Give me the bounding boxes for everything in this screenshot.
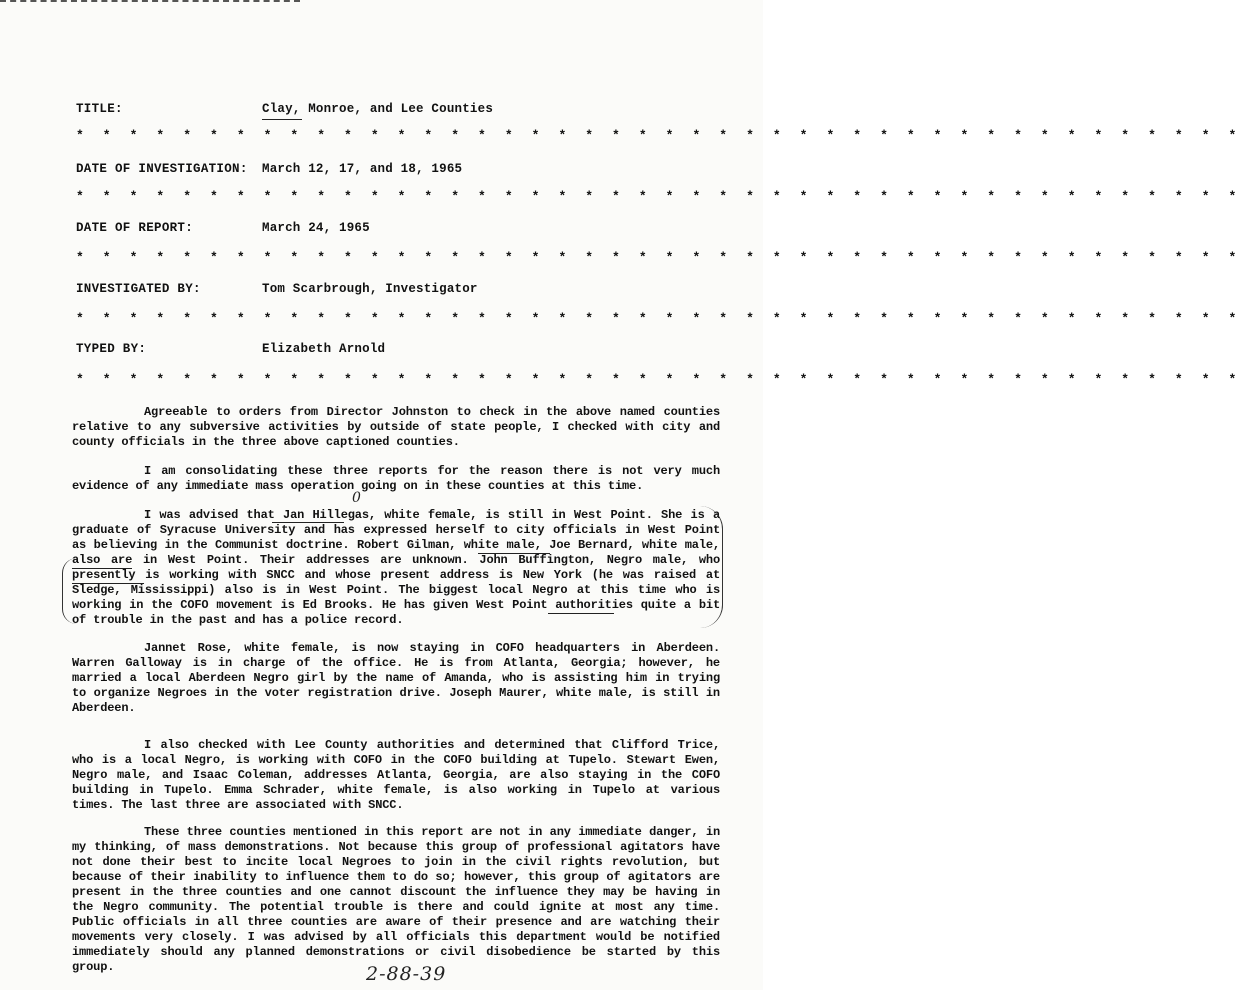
separator-1: * * * * * * * * * * * * * * * * * * * * * * * * * * * * * * * * * * * * * * * * * * * * — [76, 128, 1242, 143]
date-report-label: DATE OF REPORT: — [76, 221, 194, 235]
title-value: Clay, Monroe, and Lee Counties — [262, 102, 494, 116]
typed-by-label: TYPED BY: — [76, 342, 147, 356]
paragraph-1 — [72, 405, 720, 450]
paragraph-6-text: These three counties mentioned in this report are not in any immediate danger, in my thinking, of mass demonstrations. Not because this group of professional agitators have not done their best to incite local Negroes to join in the civil rights revolution, but because of their inability to influence them to do so; however, this group of agitators are present in the three counties and one cannot discount the influence they may be having in the Negro community. The potential trouble is there and could ignite at most any time. Public officials in all three counties are aware of their presence and are watching their movements very closely. I was advised by all officials this department would be notified immediately should any planned demonstrations or civil disobedience be started by this group. — [72, 825, 720, 974]
paragraph-2 — [72, 464, 720, 494]
paragraph-5-text: I also checked with Lee County authorities and determined that Clifford Trice, who is a local Negro, is working with COFO in the COFO building at Tupelo. Stewart Ewen, Negro male, and Isaac Coleman, addresses Atlanta, Georgia, are also staying in the COFO building in Tupelo. Emma Schrader, white female, is also working in Tupelo at various times. The last three are associated with SNCC. — [72, 738, 720, 812]
date-investigation-value: March 12, 17, and 18, 1965 — [262, 162, 463, 176]
paragraph-4-text: Jannet Rose, white female, is now staying in COFO headquarters in Aberdeen. Warren Galloway is in charge of the office. He is from Atlanta, Georgia; however, he married a local Aberdeen Negro girl by the name of Amanda, who is assisting him in trying to organize Negroes in the voter registration drive. Joseph Maurer, white male, is still in Aberdeen. — [72, 641, 720, 715]
underline-jan-hillegas — [272, 522, 344, 523]
top-edge-dashes — [0, 0, 300, 5]
handwritten-page-number: 2-88-39 — [366, 963, 447, 985]
title-label: TITLE: — [76, 102, 123, 116]
paragraph-4 — [72, 641, 720, 716]
paragraph-1-text: Agreeable to orders from Director Johnston to check in the above named counties relative to any subversive activities by outside of state people, I checked with city and county officials in the three above captioned counties. — [72, 405, 720, 449]
paragraph-6 — [72, 825, 720, 975]
underline-john-buffington — [72, 583, 144, 584]
handwritten-check-mark: 0 — [352, 490, 361, 506]
separator-4: * * * * * * * * * * * * * * * * * * * * * * * * * * * * * * * * * * * * * * * * * * * * — [76, 311, 1242, 326]
separator-3: * * * * * * * * * * * * * * * * * * * * * * * * * * * * * * * * * * * * * * * * * * * * — [76, 250, 1242, 265]
date-investigation-label: DATE OF INVESTIGATION: — [76, 162, 248, 176]
handwritten-right-bracket — [700, 506, 723, 628]
date-report-value: March 24, 1965 — [262, 221, 370, 235]
underline-robert-gilman — [478, 553, 550, 554]
title-handwritten-underline — [262, 119, 302, 120]
underline-joe-bernard — [72, 568, 132, 569]
paragraph-5 — [72, 738, 720, 813]
underline-ed-brooks — [548, 613, 614, 614]
investigated-by-label: INVESTIGATED BY: — [76, 282, 201, 296]
separator-5: * * * * * * * * * * * * * * * * * * * * * * * * * * * * * * * * * * * * * * * * * * * * — [76, 372, 1242, 387]
typed-by-value: Elizabeth Arnold — [262, 342, 386, 356]
paragraph-3 — [72, 508, 720, 628]
investigated-by-value: Tom Scarbrough, Investigator — [262, 282, 478, 296]
paragraph-3-text: I was advised that Jan Hillegas, white female, is still in West Point. She is a graduate of Syracuse University and has expressed herself to city officials in West Point as believing in the Communist doctrine. Robert Gilman, white male, Joe Bernard, white male, also are in West Point. Their addresses are unknown. John Buffington, Negro male, who presently is working with SNCC and whose present address is New York (he was raised at Sledge, Mississippi) also is in West Point. The biggest local Negro at this time who is working in the COFO movement is Ed Brooks. He has given West Point authorities quite a bit of trouble in the past and has a police record. — [72, 508, 720, 627]
separator-2: * * * * * * * * * * * * * * * * * * * * * * * * * * * * * * * * * * * * * * * * * * * * — [76, 189, 1242, 204]
paragraph-2-text: I am consolidating these three reports for the reason there is not very much evidence of any immediate mass operation going on in these counties at this time. — [72, 464, 720, 493]
